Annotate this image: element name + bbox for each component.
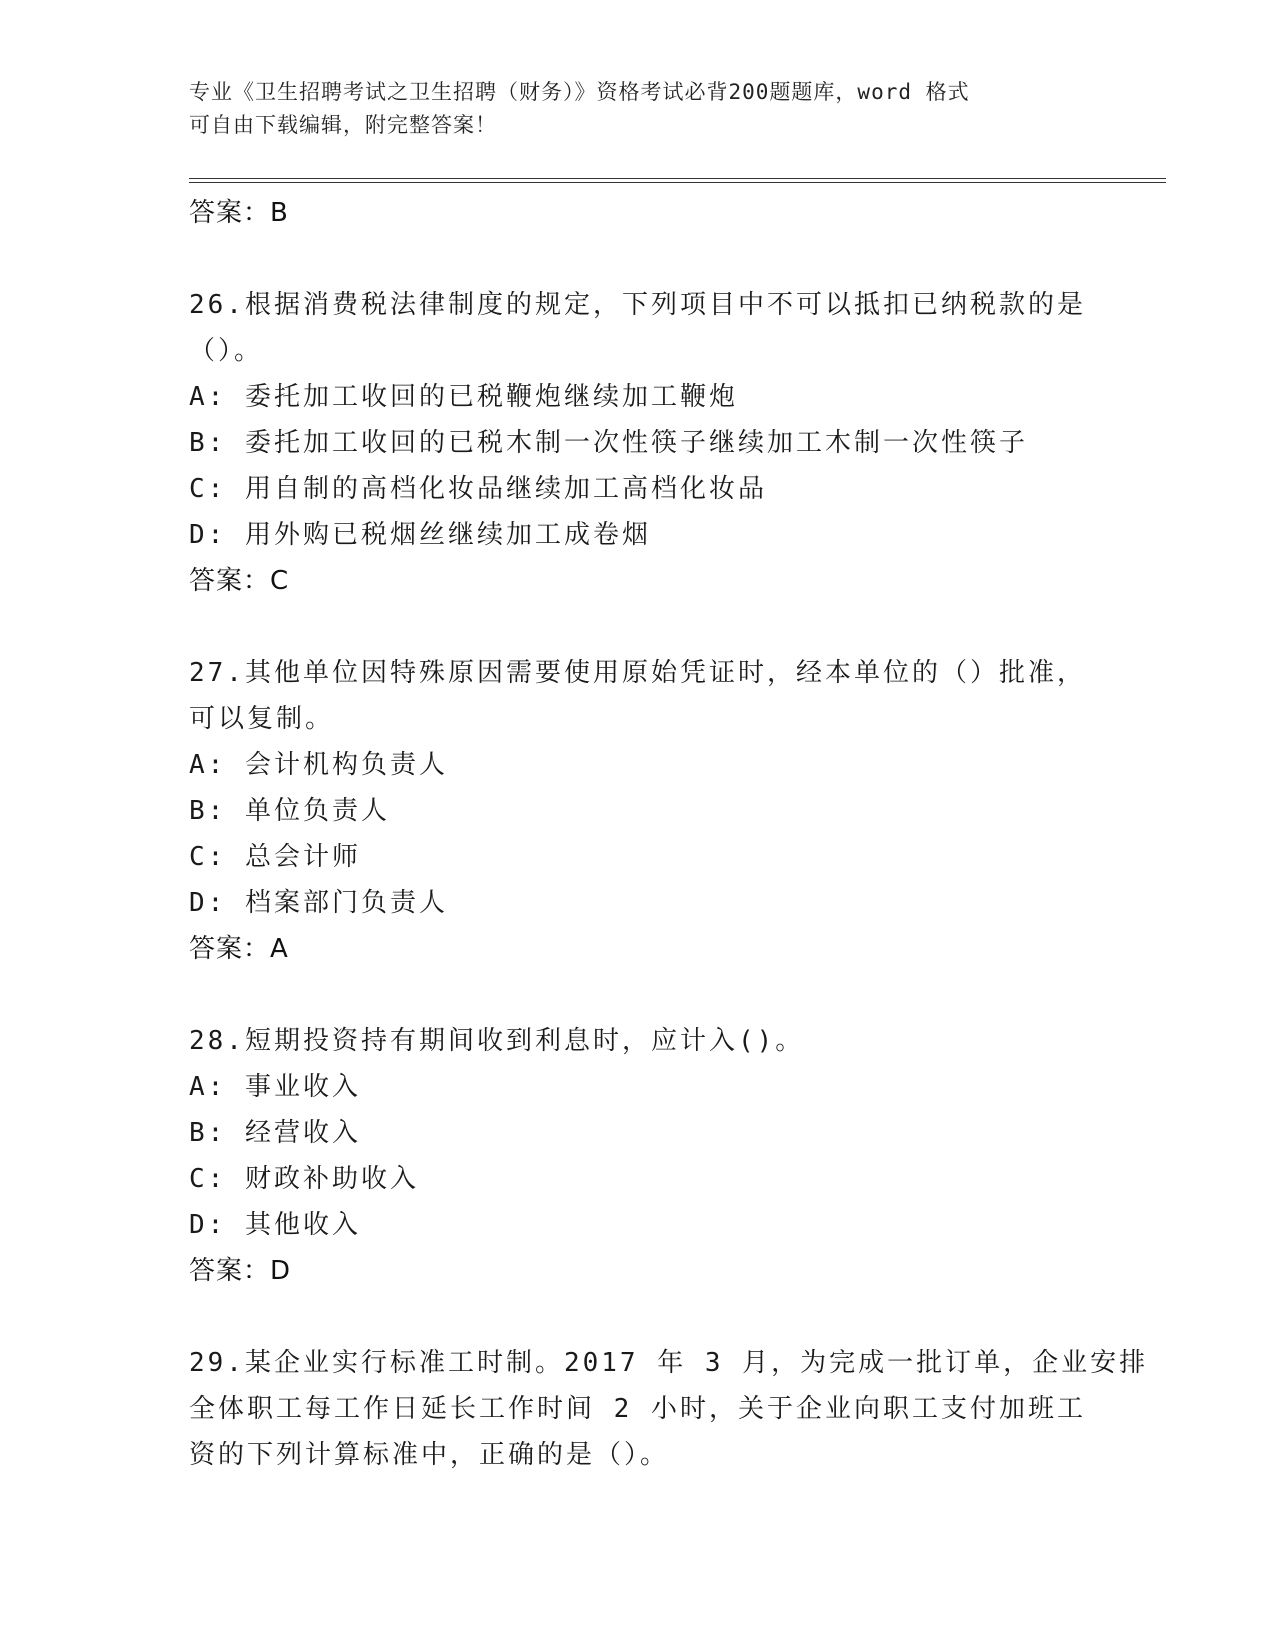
option-b: B: 委托加工收回的已税木制一次性筷子继续加工木制一次性筷子: [189, 428, 1028, 458]
document-header: [189, 76, 1069, 142]
option-d: D: 档案部门负责人: [189, 888, 448, 918]
option-a: A: 会计机构负责人: [189, 750, 448, 780]
spacer: [189, 604, 1089, 650]
question-28: [189, 1018, 1089, 1294]
option-b: B: 经营收入: [189, 1118, 361, 1148]
header-divider: [189, 178, 1166, 183]
question-stem-line: 26.根据消费税法律制度的规定，下列项目中不可以抵扣已纳税款的是: [189, 290, 1086, 320]
question-stem-line: 27.其他单位因特殊原因需要使用原始凭证时，经本单位的（）批准，: [189, 658, 1086, 688]
answer-line: 答案：A: [189, 934, 289, 964]
answer-line: 答案：D: [189, 1256, 292, 1286]
question-27: [189, 650, 1089, 972]
option-d: D: 其他收入: [189, 1210, 361, 1240]
question-stem-line: 资的下列计算标准中，正确的是（）。: [189, 1440, 670, 1470]
option-a: A: 委托加工收回的已税鞭炮继续加工鞭炮: [189, 382, 738, 412]
option-d: D: 用外购已税烟丝继续加工成卷烟: [189, 520, 651, 550]
spacer: [189, 1294, 1089, 1340]
question-stem-line: 全体职工每工作日延长工作时间 2 小时，关于企业向职工支付加班工: [189, 1394, 1086, 1424]
question-stem-line: 28.短期投资持有期间收到利息时，应计入()。: [189, 1026, 805, 1056]
option-c: C: 总会计师: [189, 842, 361, 872]
question-stem-line: 可以复制。: [189, 704, 335, 734]
answer-line: 答案：B: [189, 198, 289, 228]
answer-line: 答案：C: [189, 566, 290, 596]
option-c: C: 用自制的高档化妆品继续加工高档化妆品: [189, 474, 767, 504]
question-stem-line: 29.某企业实行标准工时制。2017 年 3 月，为完成一批订单，企业安排: [189, 1348, 1149, 1378]
spacer: [189, 972, 1089, 1018]
question-29: [189, 1340, 1149, 1478]
document-body: [189, 190, 1149, 1478]
question-26: [189, 282, 1089, 604]
question-stem-line: （）。: [189, 336, 264, 366]
option-b: B: 单位负责人: [189, 796, 390, 826]
header-line-1: 专业《卫生招聘考试之卫生招聘（财务）》资格考试必背200题题库，word 格式: [189, 80, 970, 104]
header-line-2: 可自由下载编辑，附完整答案！: [189, 113, 497, 137]
option-c: C: 财政补助收入: [189, 1164, 419, 1194]
spacer: [189, 236, 1089, 282]
option-a: A: 事业收入: [189, 1072, 361, 1102]
